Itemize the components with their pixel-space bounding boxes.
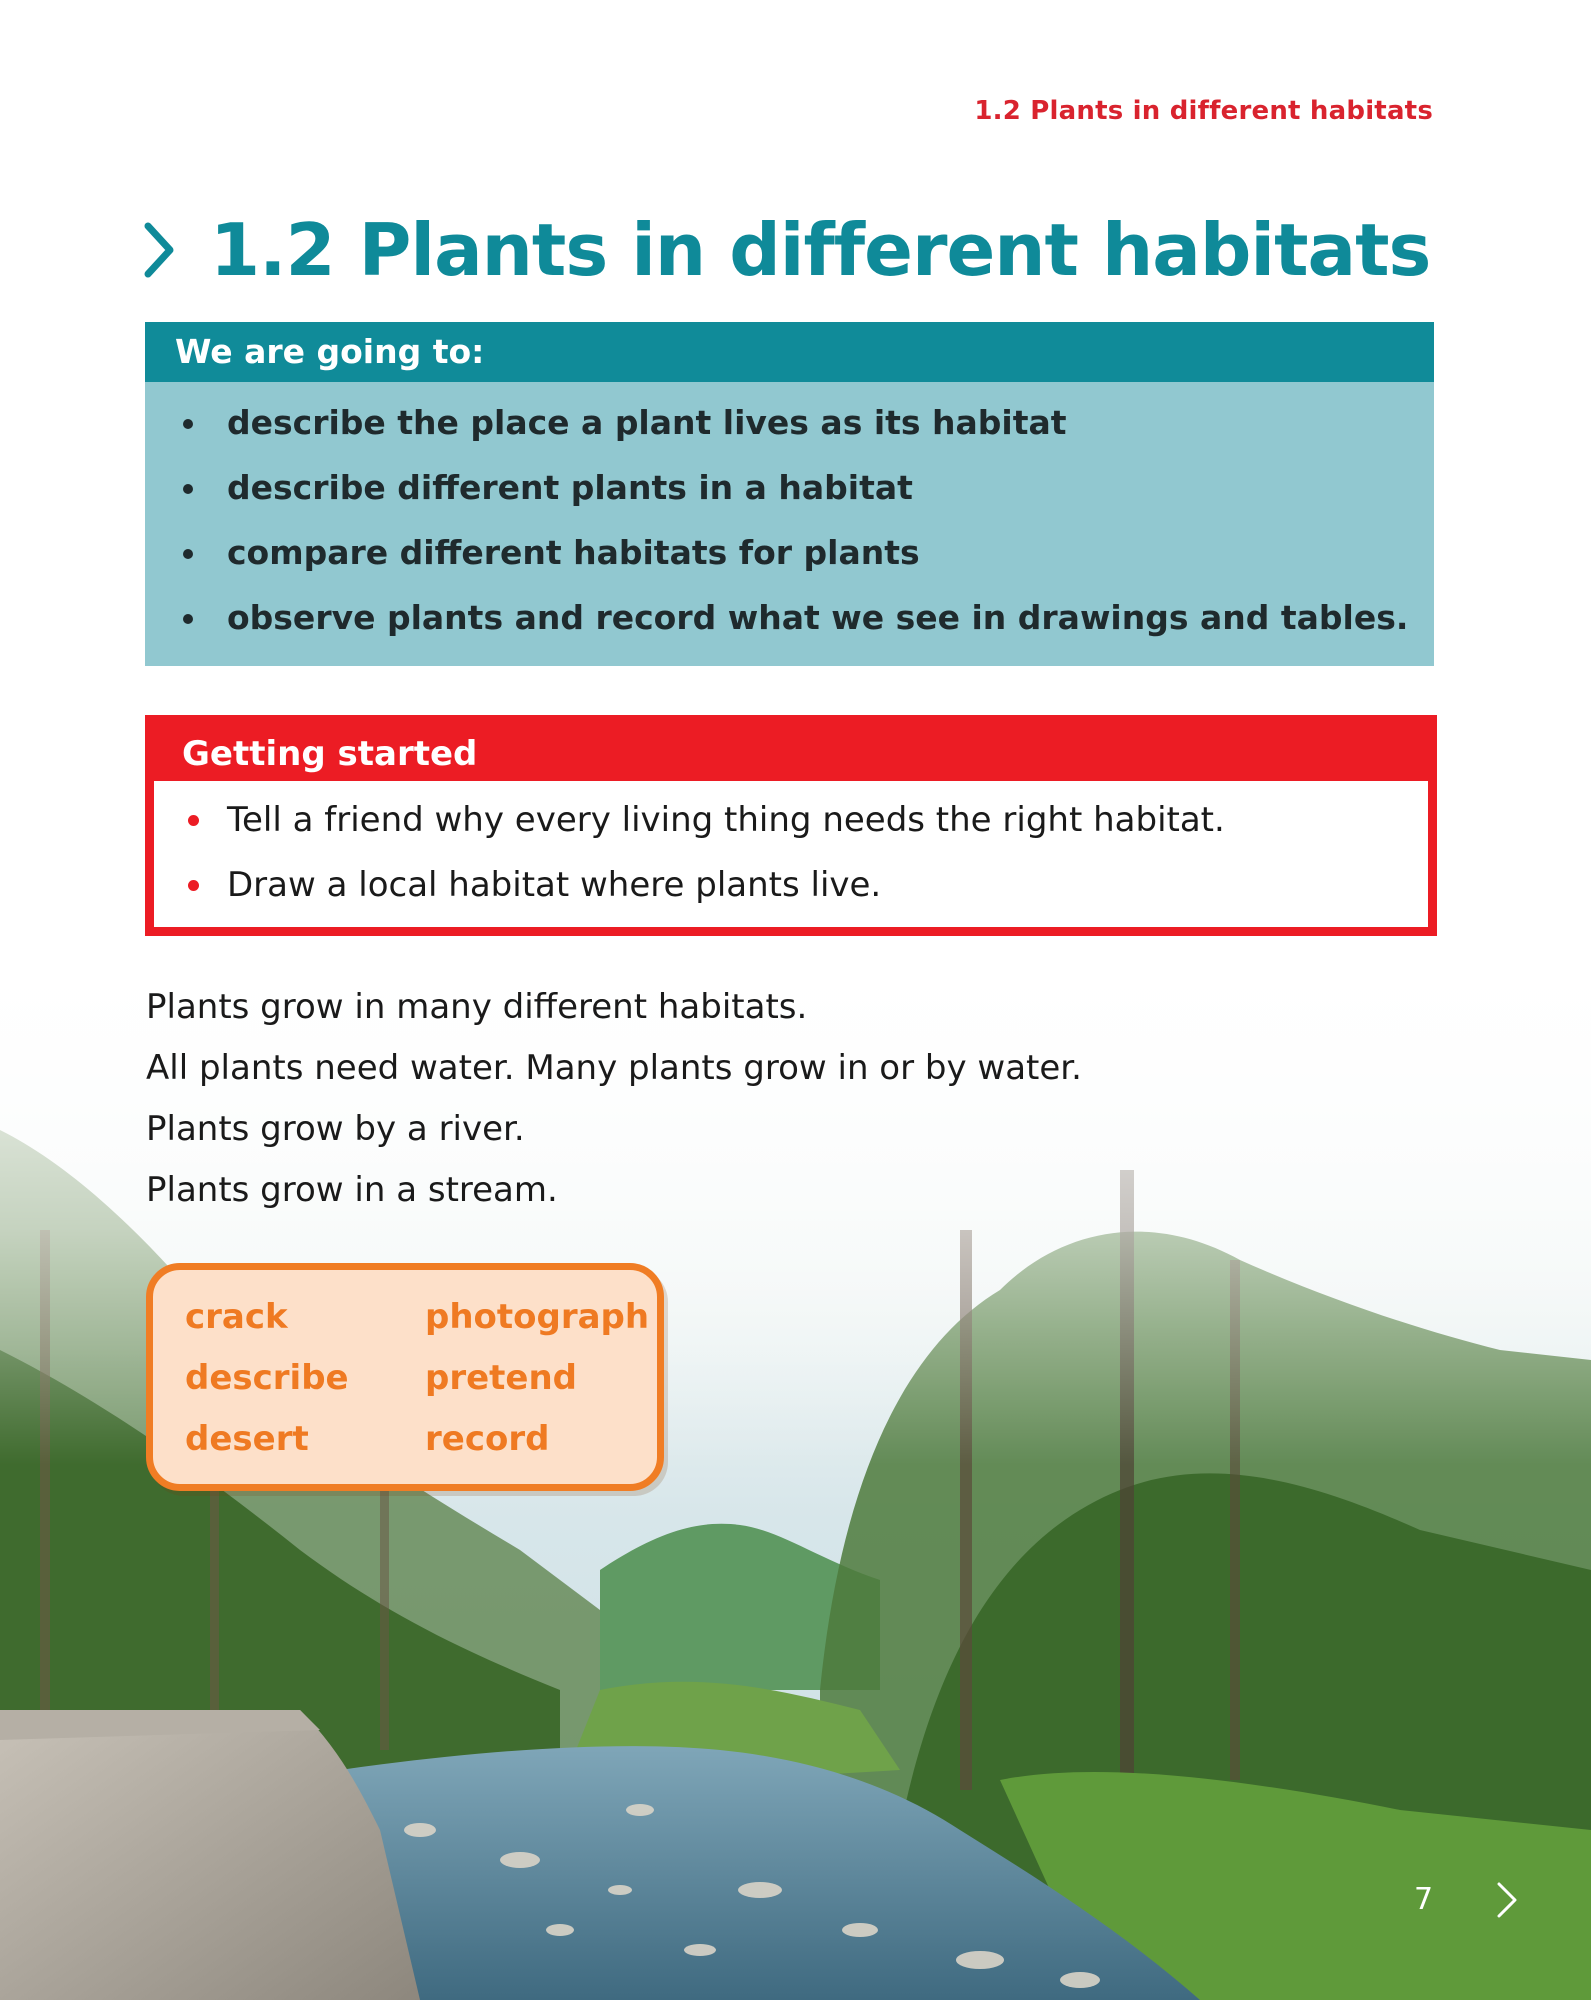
bullet-icon <box>183 549 193 559</box>
getting-started-heading: Getting started <box>145 715 1437 781</box>
next-page-chevron-icon[interactable] <box>1495 1880 1519 1920</box>
list-item <box>174 795 1225 860</box>
title-chevron-icon <box>140 220 180 280</box>
goal-text: describe different plants in a habitat <box>227 468 913 507</box>
page-title: 1.2 Plants in different habitats <box>210 208 1431 292</box>
body-paragraph: All plants need water. Many plants grow in or by water. <box>146 1048 1082 1088</box>
bullet-icon <box>183 484 193 494</box>
body-paragraph: Plants grow in many different habitats. <box>146 987 808 1027</box>
goal-text: compare different habitats for plants <box>227 533 920 572</box>
bullet-icon <box>183 419 193 429</box>
key-word: describe <box>185 1358 349 1398</box>
activity-text: Draw a local habitat where plants live. <box>227 865 882 905</box>
bullet-icon <box>183 614 193 624</box>
list-item <box>177 463 1434 528</box>
key-word: photograph <box>425 1297 650 1337</box>
key-words-column-1 <box>185 1292 349 1475</box>
goal-text: observe plants and record what we see in drawings and tables. <box>227 598 1409 637</box>
activity-text: Tell a friend why every living thing needs the right habitat. <box>227 800 1225 840</box>
learning-goals-list <box>145 382 1434 658</box>
list-item <box>174 860 1225 925</box>
getting-started-box <box>145 715 1437 936</box>
body-text <box>146 982 1082 1226</box>
body-paragraph: Plants grow by a river. <box>146 1109 525 1149</box>
key-word: desert <box>185 1419 309 1459</box>
title-row <box>140 205 1430 295</box>
list-item <box>177 398 1434 463</box>
key-words-box <box>146 1263 664 1491</box>
key-word: record <box>425 1419 550 1459</box>
key-words-column-2 <box>425 1292 649 1475</box>
bullet-icon <box>188 815 199 826</box>
learning-goals-heading: We are going to: <box>145 322 1434 382</box>
body-paragraph: Plants grow in a stream. <box>146 1170 558 1210</box>
key-word: pretend <box>425 1358 578 1398</box>
bullet-icon <box>188 880 199 891</box>
learning-goals-box <box>145 322 1434 666</box>
page-number: 7 <box>1414 1882 1434 1917</box>
goal-text: describe the place a plant lives as its habitat <box>227 403 1067 442</box>
list-item <box>177 528 1434 593</box>
list-item <box>177 593 1434 658</box>
running-header: 1.2 Plants in different habitats <box>974 96 1433 126</box>
getting-started-list <box>174 795 1225 925</box>
key-word: crack <box>185 1297 288 1337</box>
